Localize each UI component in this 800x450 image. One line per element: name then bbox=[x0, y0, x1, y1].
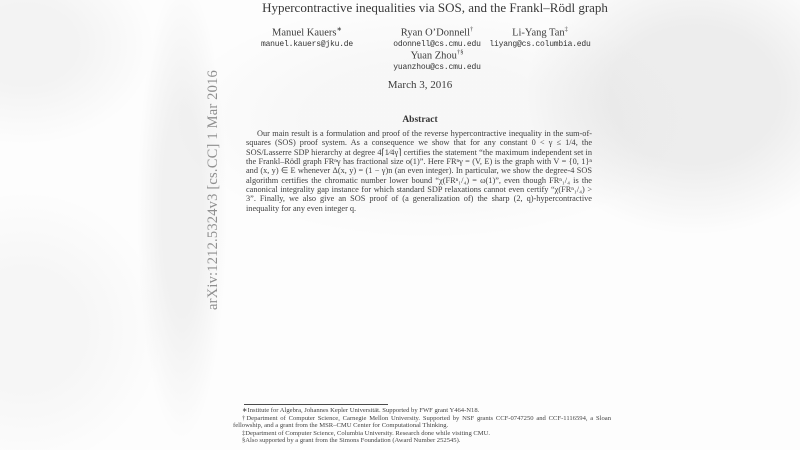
author-block-zhou bbox=[362, 47, 512, 73]
footnote-tan: ‡Department of Computer Science, Columbia University. Research done while visiting CMU. bbox=[242, 429, 491, 437]
author-email: liyang@cs.columbia.edu bbox=[489, 39, 591, 49]
author-block-tan bbox=[465, 24, 615, 50]
abstract-heading: Abstract bbox=[402, 115, 438, 125]
footnote-kauers: ∗Institute for Algebra, Johannes Kepler Universität. Supported by FWF grant Y464-N18. bbox=[242, 407, 480, 414]
author-footnote-marker: ‡ bbox=[564, 26, 568, 33]
footnote-zhou: §Also supported by a grant from the Simons Foundation (Award Number 252545). bbox=[242, 437, 461, 444]
author-footnote-marker: ∗ bbox=[336, 26, 342, 33]
footnote-odonnell: †Department of Computer Science, Carnegie Mellon University. Supported by NSF grants CCF-0747250 and CCF-1116594, a Sloan fellowship, and a grant from the MSR–CMU Center for Computational Thinking. bbox=[233, 414, 611, 429]
author-block-kauers bbox=[232, 24, 382, 50]
author-name bbox=[362, 47, 512, 63]
abstract-text: Our main result is a formulation and proof of the reverse hypercontractive inequality in the sum-of-squares (SOS) proof system. As a consequence we show that for any constant 0 < γ ≤ 1/4, the SOS/Lasserre SDP hierarchy at degree 4⌈1∕4γ⌉ certifies the statement “the maximum independent set in the Frankl–Rödl graph FRⁿγ has fractional size o(1)”. Here FRⁿγ = (V, E) is the graph with V = {0, 1}ⁿ and (x, y) ∈ E whenever Δ(x, y) = (1 − γ)n (an even integer). In particular, we show the degree-4 SOS algorithm certifies the chromatic number lower bound “χ(FRⁿ₁/₄) = ω(1)”, even though FRⁿ₁/₄ is the canonical integrality gap instance for which standard SDP relaxations cannot even certify “χ(FRⁿ₁/₄) > 3”. Finally, we also give an SOS proof of (a generalization of) the sharp (2, q)-hypercontractive inequality for any even integer q. bbox=[246, 129, 592, 213]
author-name-text: Manuel Kauers bbox=[272, 27, 337, 39]
author-footnote-marker: †§ bbox=[456, 49, 464, 56]
paper-date: March 3, 2016 bbox=[387, 79, 453, 91]
author-name-text: Ryan O’Donnell bbox=[400, 27, 471, 39]
footnotes-block bbox=[233, 407, 611, 445]
author-name bbox=[465, 24, 615, 40]
author-email: manuel.kauers@jku.de bbox=[260, 39, 354, 49]
author-email: odonnell@cs.cmu.edu bbox=[393, 39, 481, 49]
arxiv-watermark: arXiv:1212.5324v3 [cs.CC] 1 Mar 2016 bbox=[205, 70, 221, 310]
author-name bbox=[232, 24, 382, 40]
footnote-divider bbox=[244, 404, 388, 405]
author-name-text: Li-Yang Tan bbox=[512, 27, 565, 39]
author-name-text: Yuan Zhou bbox=[410, 50, 457, 62]
author-footnote-marker: † bbox=[470, 26, 474, 33]
author-email: yuanzhou@cs.cmu.edu bbox=[393, 62, 481, 72]
paper-title: Hypercontractive inequalities via SOS, and the Frankl–Rödl graph bbox=[262, 0, 608, 15]
